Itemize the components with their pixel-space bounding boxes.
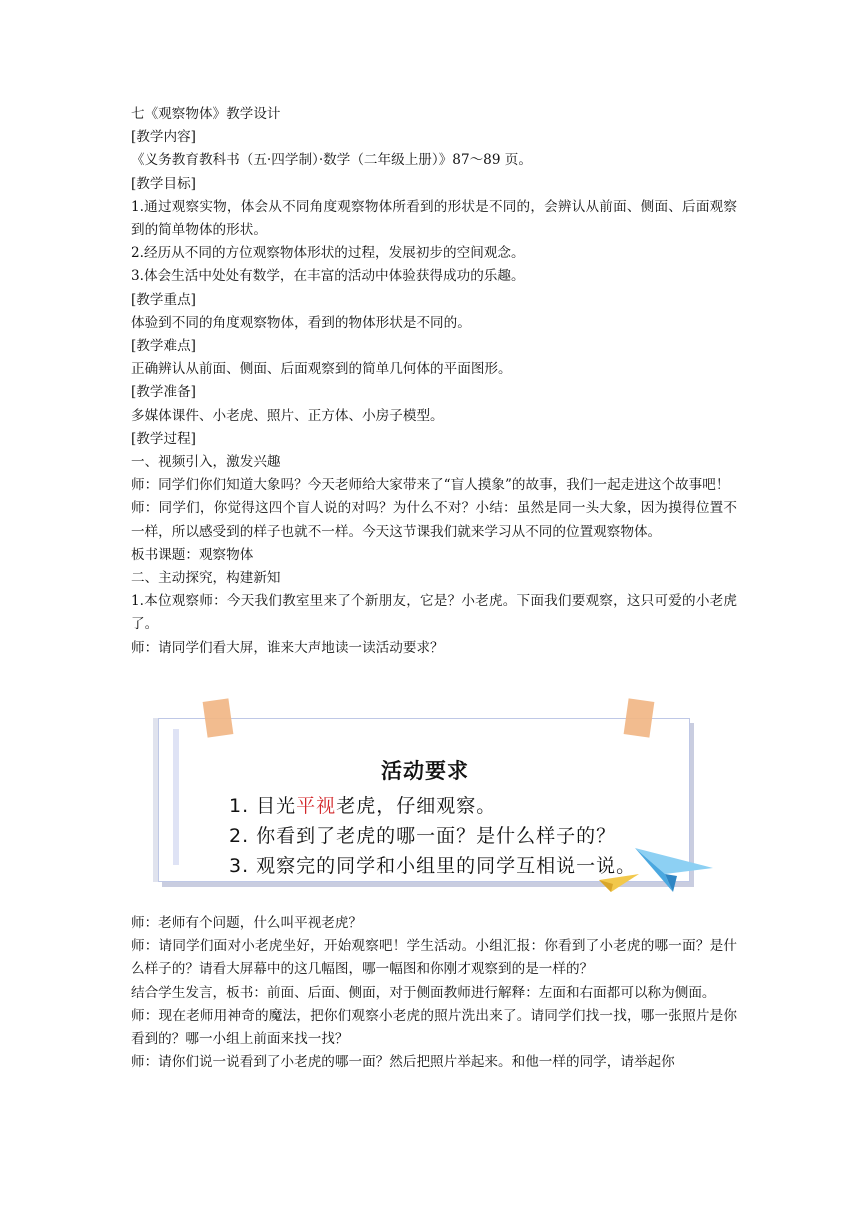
upper-text (131, 103, 737, 660)
section-heading-preparation: [教学准备] (131, 384, 196, 401)
lower-text (131, 912, 737, 1074)
dialogue-paragraph: 师：请你们说一说看到了小老虎的哪一面？然后把照片举起来。和他一样的同学，请举起你 (131, 1054, 675, 1071)
goal-item: 3.体会生活中处处有数学，在丰富的活动中体验获得成功的乐趣。 (131, 268, 525, 285)
requirement-1-highlight: 平视 (296, 795, 337, 817)
requirement-1 (229, 791, 496, 818)
section-heading-process: [教学过程] (131, 430, 196, 447)
section-heading-content: [教学内容] (131, 129, 196, 146)
process-paragraph: 一、视频引入，激发兴趣 (131, 454, 281, 471)
tape-left (203, 698, 234, 737)
process-paragraph: 1.本位观察师：今天我们教室里来了个新朋友，它是？小老虎。下面我们要观察，这只可爱的小老虎了。 (131, 593, 737, 633)
requirement-2: 2. 你看到了老虎的哪一面？是什么样子的？ (229, 825, 617, 847)
section-heading-keypoint: [教学重点] (131, 291, 196, 308)
blue-paper-plane-icon (635, 848, 713, 892)
tape-right (624, 698, 655, 737)
goal-item: 1.通过观察实物，体会从不同角度观察物体所看到的形状是不同的，会辨认从前面、侧面、后面观察到的简单物体的形状。 (131, 198, 737, 239)
requirement-1-post: 老虎，仔细观察。 (336, 795, 497, 817)
figure-title: 活动要求 (381, 759, 469, 783)
section-heading-goals: [教学目标] (131, 175, 196, 192)
requirement-3: 3. 观察完的同学和小组里的同学互相说一说。 (229, 855, 637, 877)
dialogue-paragraph: 师：现在老师用神奇的魔法，把你们观察小老虎的照片洗出来了。请同学们找一找，哪一张照片是你看到的？哪一小组上前面来找一找？ (131, 1007, 737, 1048)
process-paragraph: 板书课题：观察物体 (131, 546, 254, 563)
requirement-1-pre: 1. 目光 (229, 795, 297, 817)
difficulty-line: 正确辨认从前面、侧面、后面观察到的简单几何体的平面图形。 (131, 361, 512, 378)
yellow-paper-plane-icon (599, 874, 639, 892)
section-heading-difficulty: [教学难点] (131, 338, 196, 355)
activity-requirements-figure (150, 700, 716, 896)
goal-item: 2.经历从不同的方位观察物体形状的过程，发展初步的空间观念。 (131, 245, 525, 262)
process-paragraph: 师：同学们，你觉得这四个盲人说的对吗？为什么不对？小结：虽然是同一头大象，因为摸得位置不一样，所以感受到的样子也就不一样。今天这节课我们就来学习从不同的位置观察物体。 (131, 500, 737, 540)
doc-title: 七《观察物体》教学设计 (131, 106, 281, 122)
content-line: 《义务教育教科书（五·四学制）·数学（二年级上册）》87～89 页。 (131, 152, 532, 169)
process-paragraph: 师：同学们你们知道大象吗？今天老师给大家带来了“盲人摸象”的故事，我们一起走进这个故事吧！ (131, 477, 730, 494)
dialogue-paragraph: 师：老师有个问题，什么叫平视老虎？ (131, 915, 363, 931)
keypoint-line: 体验到不同的角度观察物体，看到的物体形状是不同的。 (131, 314, 471, 331)
process-paragraph: 二、主动探究，构建新知 (131, 570, 281, 587)
dialogue-paragraph: 结合学生发言，板书：前面、后面、侧面，对于侧面教师进行解释：左面和右面都可以称为侧面。 (131, 984, 716, 1001)
process-paragraph: 师：请同学们看大屏，谁来大声地读一读活动要求？ (131, 639, 444, 656)
preparation-line: 多媒体课件、小老虎、照片、正方体、小房子模型。 (131, 407, 444, 424)
dialogue-paragraph: 师：请同学们面对小老虎坐好，开始观察吧！学生活动。小组汇报：你看到了小老虎的哪一面？是什么样子的？请看大屏幕中的这几幅图，哪一幅图和你刚才观察到的是一样的？ (131, 938, 737, 978)
paper-plane-icons (595, 840, 715, 896)
